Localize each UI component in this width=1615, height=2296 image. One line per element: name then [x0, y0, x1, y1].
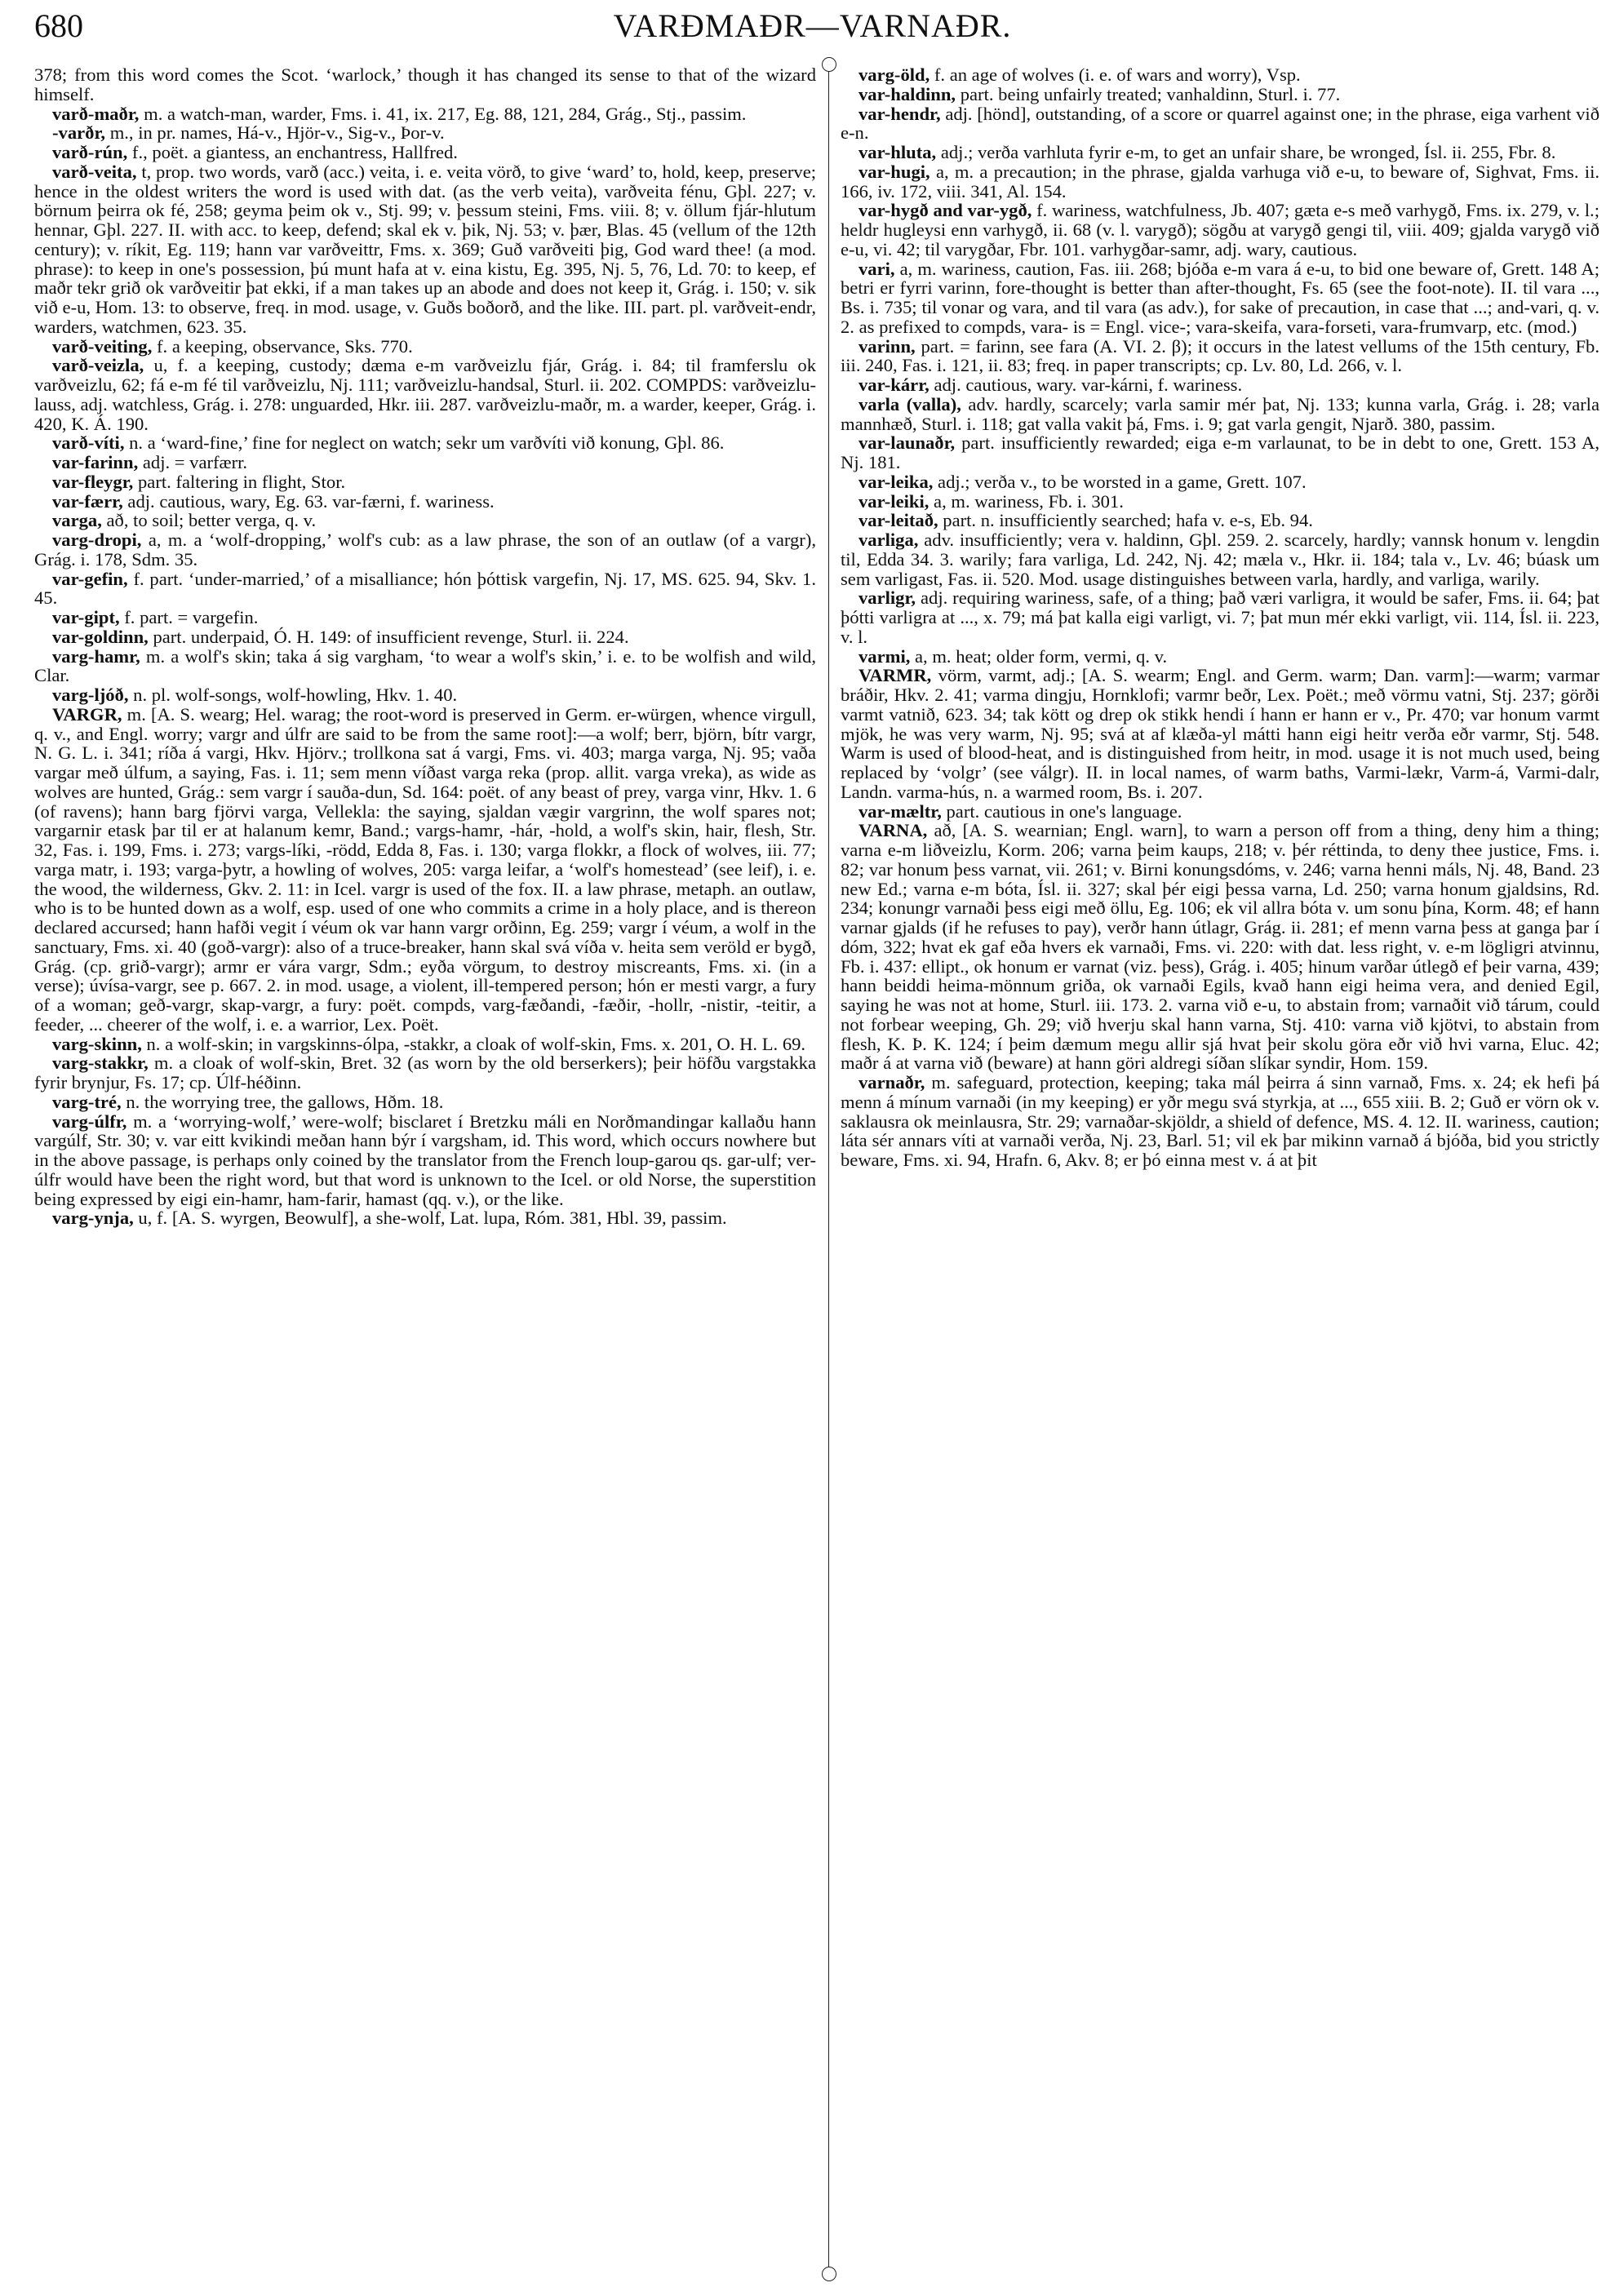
dictionary-entry	[34, 356, 816, 433]
entry-headword: var-mæltr,	[859, 800, 942, 822]
entry-headword: var-launaðr,	[859, 432, 956, 454]
entry-definition: að, [A. S. wearnian; Engl. warn], to warn a person off from a thing, deny him a thing; varna e-m liðveizlu, Korm. 206; varna þeim kaups, 218; v. þér réttinda, to deny thee justice, Fms. i. 82; var honum þess varnat, vii. 261; v. Birni konungsdóms, v. 246; varna henni máls, Nj. 48, Band. 23 new Ed.; varna e-m bóta, Ísl. ii. 327; skal þér eigi þessa varna, Ld. 250; varna honum gjaldsins, Rd. 234; konungr varnaði þess eigi með öllu, Eg. 106; ek vil allra bóta v. um sonu þína, Korm. 48; ef hann varnar gjalds (if he refuses to pay), verðr hann útlagr, Grág. ii. 281; ef menn varna þess at ganga þar í dóm, 322; hvat ek gaf eða hvers ek varnaði, Fms. vi. 220: with dat. less right, v. e-m lögligri atvinnu, Fb. i. 437: ellipt., ok honum er varnat (viz. þess), Grág. i. 405; hinum varðar útlegð ef þeir varna, 439; hann beiddi heima-mönnum griða, ok varnaði Egils, kvað hann eigi heima vera, and denied Egil, saying he was not at home, Sturl. iii. 173. 2. varna við e-u, to abstain from; varnaðit við tárum, could not forbear weeping, Gh. 29; við hverju skal hann varna, Stj. 410: varna við kjötvi, to abstain from flesh, K. Þ. K. 124; í þeim dæmum megu allir sjá hvat þeir skolu göra eðr við hvi varna, Eluc. 42; maðr á at varna við (beware) at hann göri aldregi síðan slíkar syndir, Hom. 159.	[841, 820, 1599, 1074]
entry-headword: varligr,	[859, 587, 916, 609]
entry-headword: var-hluta,	[859, 142, 937, 162]
entry-headword: var-haldinn,	[859, 83, 956, 104]
entry-definition: part. n. insufficiently searched; hafa v. e-s, Eb. 94.	[938, 510, 1313, 531]
entry-definition: m. safeguard, protection, keeping; taka mál þeirra á sinn varnað, Fms. x. 24; ek hefi þá menn á mínum varnaði (in my keeping) er yðr megu svá styrkja, at ..., 655 xiii. B. 2; Guð er vörn ok v. saklausra ok meinlausra, Str. 29; varnaðar-skjöldr, a shield of defence, MS. 4. 12. II. wariness, caution; láta sér annars víti at varnaði verða, Nj. 23, Barl. 51; vil ek þar mikinn varnað á bjóða, bid you strictly beware, Fms. xi. 94, Hrafn. 6, Akv. 8; er þó einna mest v. á at þit	[841, 1072, 1599, 1170]
entry-definition: n. a ‘ward-fine,’ fine for neglect on watch; sekr um varðvíti við konung, Gþl. 86.	[124, 432, 725, 454]
dictionary-entry	[841, 802, 1599, 822]
entry-definition: f. part. ‘under-married,’ of a misalliance; hón þóttisk vargefin, Nj. 17, MS. 625. 94, Skv. 1. 45.	[34, 568, 816, 609]
dictionary-entry	[841, 259, 1599, 337]
entry-definition: m. a ‘worrying-wolf,’ were-wolf; bisclaret í Bretzku máli en Norðmandingar kallaðu hann vargúlf, Str. 30; v. var eitt kvikindi meðan hann býr í vargsham, id. This word, which occurs nowhere but in the above passage, is perhaps only coined by the translator from the French loup-garou qs. gar-ulf; ver-úlfr would have been the right word, but that word is unknown to the Icel. or old Norse, the superstition being expressed by eigi ein-hamr, ham-farir, hamast (qq. v.), or the like.	[34, 1110, 816, 1209]
entry-headword: var-leitað,	[859, 510, 938, 531]
dictionary-entry	[34, 143, 816, 162]
entry-headword: varliga,	[859, 530, 919, 550]
dictionary-entry	[841, 821, 1599, 1073]
entry-definition: n. pl. wolf-songs, wolf-howling, Hkv. 1. 40.	[128, 685, 458, 705]
entry-definition: að, to soil; better verga, q. v.	[101, 510, 317, 531]
entry-definition: part. = farinn, see fara (A. VI. 2. β); it occurs in the latest vellums of the 15th century, Fb. iii. 240, Fas. i. 121, ii. 83; freq. in paper transcripts; cp. Lv. 80, Ld. 266, v. l.	[841, 335, 1599, 376]
page-title: VARÐMAÐR—VARNAÐR.	[613, 7, 1012, 44]
entry-headword: varinn,	[859, 335, 916, 357]
dictionary-entry	[841, 337, 1599, 376]
entry-headword: VARMR,	[859, 665, 932, 686]
entry-headword: VARNA,	[859, 820, 928, 841]
dictionary-entry	[34, 570, 816, 609]
entry-definition: a, m. heat; older form, vermi, q. v.	[910, 645, 1168, 667]
entry-headword: var-farinn,	[52, 452, 139, 472]
entry-definition: adj. cautious, wary. var-kárni, f. wariness.	[929, 375, 1243, 395]
entry-definition: m. a wolf's skin; taka á sig vargham, ‘to wear a wolf's skin,’ i. e. to be wolfish and wild, Clar.	[34, 645, 816, 686]
divider-ornament-icon	[822, 57, 836, 72]
entry-headword: varmi,	[859, 645, 911, 667]
entry-headword: varg-úlfr,	[52, 1110, 127, 1132]
dictionary-entry	[841, 143, 1599, 162]
dictionary-entry	[34, 1093, 816, 1112]
dictionary-entry	[34, 1112, 816, 1209]
entry-headword: var-leiki,	[859, 490, 930, 512]
entry-definition: f. wariness, watchfulness, Jb. 407; gæta e-s með varhygð, Fms. ix. 279, v. l.; heldr hugleysi enn varhygð, ii. 68 (v. l. varygð); sögðu at varygð gengi til, viii. 409; gjalda varygð við e-u, vi. 42; til varygðar, Fbr. 101. varhygðar-samr, adj. wary, cautious.	[841, 200, 1599, 259]
dictionary-entry	[34, 608, 816, 627]
dictionary-entry	[34, 1208, 816, 1228]
entry-definition: f. a keeping, observance, Sks. 770.	[152, 335, 413, 357]
entry-headword: vari,	[859, 258, 895, 279]
dictionary-entry	[34, 123, 816, 143]
entry-headword: var-fleygr,	[52, 471, 134, 492]
dictionary-entry	[34, 705, 816, 1035]
entry-headword: varð-veiting,	[52, 335, 153, 357]
entry-headword: var-gefin,	[52, 568, 128, 589]
dictionary-entry	[841, 104, 1599, 144]
entry-definition: m., in pr. names, Há-v., Hjör-v., Sig-v., Þor-v.	[105, 122, 445, 144]
dictionary-entry	[34, 65, 816, 104]
entry-definition: f., poët. a giantess, an enchantress, Hallfred.	[127, 142, 458, 162]
dictionary-entry	[34, 337, 816, 357]
entry-definition: adj.; verða v., to be worsted in a game, Grett. 107.	[933, 471, 1307, 492]
entry-definition: vörm, varmt, adj.; [A. S. wearm; Engl. and Germ. warm; Dan. varm]:—warm; varmar bráðir, Hkv. 2. 41; varma dingju, Hornklofi; varmr beðr, Lex. Poët.; með vörmu vatni, Stj. 237; görði varmt vatnið, 623. 34; tak kött og drep ok stikk hendi í hann er hann er v., Pr. 470; var honum varmt mjök, he was very warm, Nj. 95; svá at af klæða-yl mátti hann eigi heitr verða eðr varmr, Stj. 548. Warm is used of blood-heat, and is distinguished from heitr, in mod. usage it is not much used, being replaced by ‘volgr’ (see válgr). II. in local names, of warm baths, Varmi-lækr, Varm-á, Varmi-dalr, Landn. varma-hús, n. a warmed room, Bs. i. 207.	[841, 665, 1599, 802]
entry-headword: varga,	[52, 510, 102, 531]
entry-headword: varg-skinn,	[52, 1033, 142, 1054]
dictionary-entry	[34, 1053, 816, 1093]
entry-headword: varla (valla),	[859, 393, 961, 414]
entry-definition: part. being unfairly treated; vanhaldinn, Sturl. i. 77.	[956, 83, 1341, 104]
dictionary-entry	[34, 453, 816, 472]
dictionary-entry	[841, 511, 1599, 530]
entry-headword: varg-ynja,	[52, 1208, 134, 1229]
dictionary-entry	[841, 666, 1599, 801]
dictionary-entry	[34, 162, 816, 337]
dictionary-entry	[34, 647, 816, 686]
entry-headword: varð-veizla,	[52, 355, 144, 376]
entry-headword: var-kárr,	[859, 375, 930, 395]
entry-definition: a, m. wariness, caution, Fas. iii. 268; bjóða e-m vara á e-u, to bid one beware of, Grett. 148 A; betri er fyrri varinn, fore-thought is better than after-thought, Fs. 65 (see the foot-note). II. til vara ..., Bs. i. 735; til vonar og vara, and til vara (as adv.), for sake of precaution, in case that ...; and-vari, q. v. 2. as prefixed to compds, vara- is = Engl. vice-; vara-skeifa, vara-forseti, vara-frumvarp, etc. (mod.)	[841, 258, 1599, 337]
entry-headword: var-hugi,	[859, 161, 930, 182]
dictionary-entry	[841, 472, 1599, 492]
entry-definition: a, m. wariness, Fb. i. 301.	[929, 490, 1124, 512]
entry-definition: adv. insufficiently; vera v. haldinn, Gþl. 259. 2. scarcely, hardly; vannsk honum v. lengdin til, Edda 34. 3. warily; fara varliga, Ld. 242, Nj. 42; mæla v., Hkr. ii. 184; tala v., Lv. 46; búask um sem varligast, Fas. ii. 520. Mod. usage distinguishes between varla, hardly, and varliga, warily.	[841, 530, 1599, 589]
entry-headword: varg-öld,	[859, 64, 930, 85]
entry-headword: varg-tré,	[52, 1091, 122, 1112]
entry-definition: part. faltering in flight, Stor.	[133, 471, 346, 492]
dictionary-entry	[34, 1035, 816, 1054]
entry-definition: m. a watch-man, warder, Fms. i. 41, ix. 217, Eg. 88, 121, 284, Grág., Stj., passim.	[139, 103, 747, 124]
entry-headword: varð-maðr,	[52, 103, 140, 124]
page-number: 680	[34, 7, 83, 44]
dictionary-entry	[34, 685, 816, 705]
dictionary-entry	[841, 85, 1599, 104]
dictionary-entry	[841, 395, 1599, 434]
entry-headword: VARGR,	[52, 703, 122, 725]
dictionary-entry	[34, 433, 816, 453]
entry-definition: part. underpaid, Ó. H. 149: of insufficient revenge, Sturl. ii. 224.	[148, 626, 629, 647]
entry-headword: varð-víti,	[52, 432, 125, 454]
entry-definition: part. cautious in one's language.	[941, 800, 1182, 822]
entry-definition: m. a cloak of wolf-skin, Bret. 32 (as worn by the old berserkers); þeir höfðu vargstakka fyrir brynjur, Fs. 17; cp. Úlf-héðinn.	[34, 1053, 816, 1093]
entry-definition: f. an age of wolves (i. e. of wars and worry), Vsp.	[930, 64, 1301, 85]
entry-headword: varnaðr,	[859, 1072, 925, 1093]
dictionary-entry	[841, 492, 1599, 512]
entry-definition: m. [A. S. wearg; Hel. warag; the root-word is preserved in Germ. er-würgen, whence virgull, q. v., and Engl. worry; vargr and úlfr are said to be from the same root]:—a wolf; berr, björn, bítr vargr, N. G. L. i. 341; ríða á vargi, Hkv. Hjörv.; trollkona sat á vargi, Fms. vi. 403; marga varga, Nj. 95; vaða vargar með úlfum, a saying, Fas. i. 11; sem menn víðast varga reka (prop. allit. varga vreka), as wide as wolves are hunted, Grág.: sem vargr í sauða-dun, Sd. 164: poët. of any beast of prey, varga vinr, Hkv. 1. 6 (of ravens); hann barg fjörvi varga, Vellekla: the saying, sjaldan vægir vargrinn, the wolf spares not; vargarnir etask þar til er at halanum kemr, Band.; vargs-hamr, -hár, -hold, a wolf's skin, hair, flesh, Str. 32, Fas. i. 199, Fms. i. 273; vargs-líki, -rödd, Edda 8, Fas. i. 130; varga flokkr, a flock of wolves, iii. 77; varga matr, i. 193; varga-þytr, a howling of wolves, 205: varga leifar, a ‘wolf's homestead’ (see leif), i. e. the wood, the wilderness, Gkv. 2. 11: in Icel. vargr is used of the fox. II. a law phrase, metaph. an outlaw, who is to be hunted down as a wolf, esp. used of one who commits a crime in a holy place, and is thereon declared accursed; hann hafði vegit í véum ok var hann vargr orðinn, Eg. 259; vargr í véum, a wolf in the sanctuary, Fms. xi. 40 (goð-vargr): also of a truce-breaker, hann skal svá víða v. heita sem veröld er bygð, Grág. (cp. grið-vargr); armr er vára vargr, Sdm.; eyða vörgum, to destroy miscreants, Fms. xi. (in a verse); úvísa-vargr, see p. 667. 2. in mod. usage, a violent, ill-tempered person; hón er mesti vargr, a fury of a woman; geð-vargr, skap-vargr, a fury: poët. compds, varg-fæðandi, -fæðir, -hollr, -nistir, -teitir, a feeder, ... cheerer of the wolf, i. e. a warrior, Lex. Poët.	[34, 703, 816, 1035]
entry-headword: var-hygð and var-ygð,	[859, 200, 1032, 221]
entry-headword: varg-hamr,	[52, 645, 140, 667]
dictionary-entry	[841, 588, 1599, 646]
entry-headword: var-færr,	[52, 490, 123, 512]
entry-headword: -varðr,	[52, 122, 106, 144]
entry-definition: part. insufficiently rewarded; eiga e-m varlaunat, to be in debt to one, Grett. 153 A, Nj. 181.	[841, 432, 1599, 472]
dictionary-entry	[841, 433, 1599, 472]
dictionary-entry	[34, 511, 816, 530]
entry-headword: varð-veita,	[52, 161, 137, 182]
column-divider	[828, 64, 829, 2267]
dictionary-entry	[34, 627, 816, 647]
entry-definition: adj. [hönd], outstanding, of a score or quarrel against one; in the phrase, eiga varhent við e-n.	[841, 103, 1599, 144]
dictionary-entry	[841, 647, 1599, 667]
dictionary-entry	[841, 65, 1599, 85]
entry-definition: 378; from this word comes the Scot. ‘warlock,’ though it has changed its sense to that of the wizard himself.	[34, 64, 816, 104]
dictionary-entry	[34, 492, 816, 512]
entry-definition: n. a wolf-skin; in vargskinns-ólpa, -stakkr, a cloak of wolf-skin, Fms. x. 201, O. H. L. 69.	[141, 1033, 806, 1054]
entry-headword: varg-ljóð,	[52, 685, 129, 705]
entry-headword: varg-dropi,	[52, 530, 142, 550]
entry-headword: var-leika,	[859, 471, 934, 492]
entry-definition: u, f. [A. S. wyrgen, Beowulf], a she-wolf, Lat. lupa, Róm. 381, Hbl. 39, passim.	[133, 1208, 727, 1229]
entry-headword: varð-rún,	[52, 142, 128, 162]
entry-headword: var-gipt,	[52, 607, 120, 627]
dictionary-entry	[841, 375, 1599, 395]
dictionary-entry	[34, 530, 816, 570]
entry-headword: var-goldinn,	[52, 626, 149, 647]
entry-definition: f. part. = vargefin.	[119, 607, 259, 627]
entry-definition: adv. hardly, scarcely; varla samir mér þat, Nj. 133; kunna varla, Grág. i. 28; varla mannhæð, Sturl. i. 118; gat valla vakit þá, Fms. i. 9; gat varla gengit, Njarð. 380, passim.	[841, 393, 1599, 434]
entry-definition: adj. cautious, wary, Eg. 63. var-færni, f. wariness.	[122, 490, 495, 512]
entry-definition: adj.; verða varhluta fyrir e-m, to get an unfair share, be wronged, Ísl. ii. 255, Fbr. 8.	[936, 142, 1556, 162]
dictionary-entry	[841, 201, 1599, 259]
entry-definition: adj. = varfærr.	[138, 452, 248, 472]
dictionary-entry	[841, 530, 1599, 588]
entry-definition: a, m. a ‘wolf-dropping,’ wolf's cub: as a law phrase, the son of an outlaw (of a vargr), Grág. i. 178, Sdm. 35.	[34, 530, 816, 570]
right-column	[841, 65, 1599, 1170]
divider-ornament-icon	[822, 2267, 836, 2281]
entry-headword: varg-stakkr,	[52, 1053, 149, 1074]
entry-definition: n. the worrying tree, the gallows, Hðm. 18.	[121, 1091, 444, 1112]
entry-definition: u, f. a keeping, custody; dæma e-m varðveizlu fjár, Grág. i. 84; til framferslu ok varðveizlu, 62; fá e-m fé til varðveizlu, Nj. 111; varðveizlu-handsal, Sturl. ii. 202. COMPDS: varðveizlu-lauss, adj. watchless, Grág. i. 278: unguarded, Hkr. iii. 287. varðveizlu-maðr, m. a warder, keeper, Grág. i. 420, K. Á. 190.	[34, 355, 816, 434]
page-header	[34, 7, 1591, 47]
entry-definition: adj. requiring wariness, safe, of a thing; það væri varligra, it would be safer, Fms. ii. 64; þat þótti varligra at ..., x. 79; má þat kalla eigi varligt, vi. 7; þat mun mér ekki varligt, vii. 114, Ísl. ii. 223, v. l.	[841, 587, 1599, 647]
dictionary-entry	[34, 104, 816, 124]
entry-definition: t, prop. two words, varð (acc.) veita, i. e. veita vörð, to give ‘ward’ to, hold, keep, preserve; hence in the oldest writers the word is used with dat. (as the verb veita), varðveita fénu, Gþl. 227; v. börnum þeirra ok fé, 258; geyma þeim ok v., Stj. 99; v. þessum steini, Fms. viii. 8; v. öllum fjár-hlutum hennar, Gþl. 227. II. with acc. to keep, defend; skal ek v. þik, Nj. 53; v. þær, Blas. 45 (vellum of the 12th century); v. ríkit, Eg. 119; hann var varðveittr, Fms. x. 369; Guð varðveiti þig, God ward thee! (a mod. phrase): to keep in one's possession, þú munt hafa at v. eina kistu, Eg. 395, Nj. 5, 76, Ld. 70: to keep, ef maðr tekr grið ok varðveitir þat ekki, if a man takes up an abode and does not keep it, Grág. i. 150; v. sik við e-u, Hom. 13: to observe, freq. in mod. usage, v. Guðs boðorð, and the like. III. part. pl. varðveit-endr, warders, watchmen, 623. 35.	[34, 161, 816, 337]
left-column	[34, 65, 816, 1228]
entry-headword: var-hendr,	[859, 103, 941, 124]
dictionary-entry	[841, 1073, 1599, 1170]
entry-definition: a, m. a precaution; in the phrase, gjalda varhuga við e-u, to beware of, Sighvat, Fms. ii. 166, iv. 172, viii. 341, Al. 154.	[841, 161, 1599, 202]
dictionary-entry	[34, 472, 816, 492]
dictionary-entry	[841, 162, 1599, 202]
